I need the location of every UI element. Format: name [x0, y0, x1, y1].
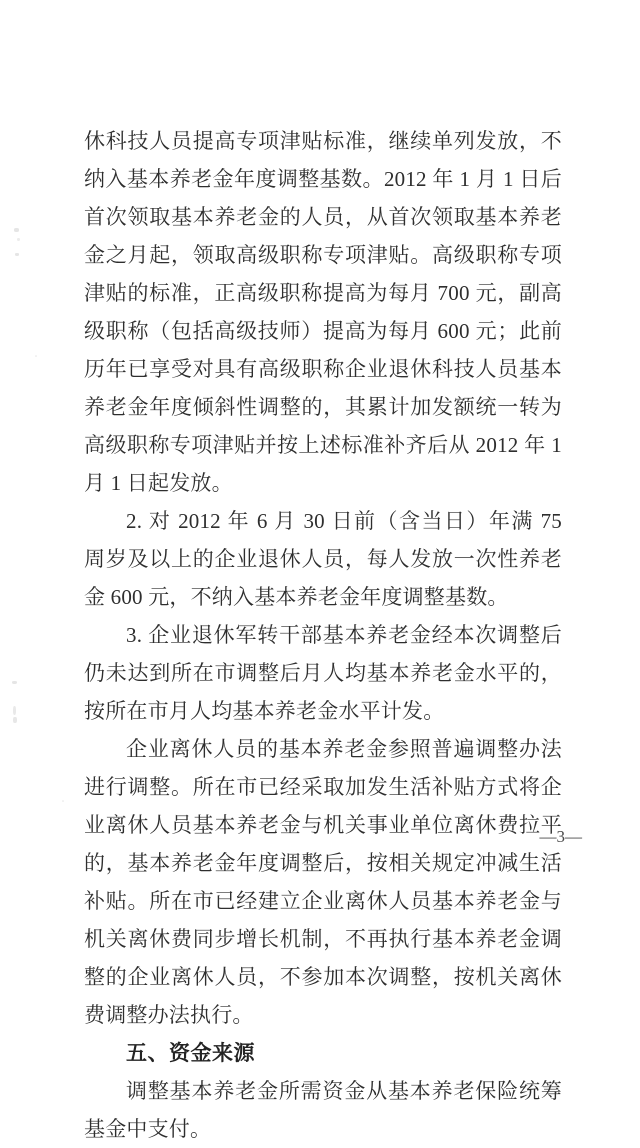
body-paragraph-continued: 休科技人员提高专项津贴标准，继续单列发放，不纳入基本养老金年度调整基数。2012 年 1 月 1 日后首次领取基本养老金的人员，从首次领取基本养老金之月起，领取高级职称专项津贴。高级职称专项津贴的标准，正高级职称提高为每月 700 元，副高级职称（包括高级技师）提高为每月 600 元；此前历年已享受对具有高级职称企业退休科技人员基本养老金年度倾斜性调整的，其累计加发额统一转为高级职称专项津贴并按上述标准补齐后从 2012 年 1 月 1 日起发放。: [84, 129, 562, 495]
scan-speckle: [35, 355, 37, 357]
body-paragraph-retired-cadres: 企业离休人员的基本养老金参照普遍调整办法进行调整。所在市已经采取加发生活补贴方式将企业离休人员基本养老金与机关事业单位离休费拉平的，基本养老金年度调整后，按相关规定冲减生活补贴。所在市已经建立企业离休人员基本养老金与机关离休费同步增长机制，不再执行基本养老金调整的企业离休人员，不参加本次调整，按机关离休费调整办法执行。: [84, 737, 562, 1027]
scan-speckle: [13, 717, 17, 723]
section-heading-funding-source: 五、资金来源: [126, 1041, 255, 1065]
scan-speckle: [62, 800, 64, 802]
scan-speckle: [12, 681, 17, 684]
scan-speckle: [15, 253, 19, 256]
scan-speckle: [14, 228, 19, 232]
page-number: —3—: [539, 827, 582, 846]
body-paragraph-funding: 调整基本养老金所需资金从基本养老保险统筹基金中支付。: [84, 1079, 562, 1141]
scan-speckle: [13, 706, 16, 715]
scan-speckle: [17, 238, 20, 241]
body-paragraph-item-2: 2. 对 2012 年 6 月 30 日前（含当日）年满 75 周岁及以上的企业退休人员，每人发放一次性养老金 600 元，不纳入基本养老金年度调整基数。: [84, 509, 562, 609]
body-paragraph-item-3: 3. 企业退休军转干部基本养老金经本次调整后仍未达到所在市调整后月人均基本养老金水平的，按所在市月人均基本养老金水平计发。: [84, 623, 562, 723]
document-text-block: [84, 122, 562, 1148]
